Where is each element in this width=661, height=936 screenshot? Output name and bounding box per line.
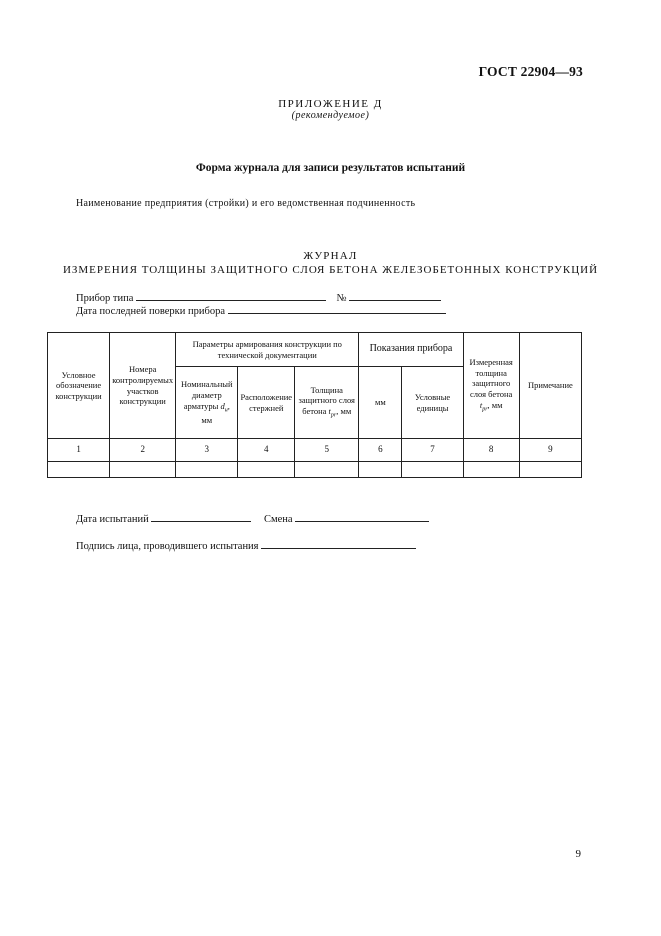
- device-type-field[interactable]: [136, 289, 326, 301]
- col-number: 6: [359, 439, 402, 462]
- col-header-diameter: [176, 367, 238, 439]
- device-number-label: №: [336, 293, 347, 304]
- col-header-measured: [463, 333, 519, 439]
- column-numbers-row: [48, 439, 582, 462]
- empty-cell[interactable]: [176, 462, 238, 478]
- table-row: [48, 462, 582, 478]
- empty-cell[interactable]: [359, 462, 402, 478]
- empty-cell[interactable]: [110, 462, 176, 478]
- test-date-field[interactable]: [151, 510, 251, 522]
- col-header-thickness: [295, 367, 359, 439]
- col-header-thickness-unit: , мм: [336, 406, 352, 417]
- empty-cell[interactable]: [295, 462, 359, 478]
- results-table: [47, 332, 582, 478]
- journal-title: ЖУРНАЛ: [303, 250, 358, 262]
- empty-cell[interactable]: [48, 462, 110, 478]
- col-header-designation: Условное обозначение конструкции: [48, 333, 110, 439]
- col-header-measured-text: Измеренная толщина защитного слоя бетона: [469, 357, 513, 400]
- col-header-note: Примечание: [519, 333, 581, 439]
- col-header-thickness-sub: pr: [330, 412, 337, 419]
- col-header-diameter-text: Номинальный диаметр арматуры: [181, 379, 233, 411]
- col-number: 7: [402, 439, 463, 462]
- col-header-measured-unit: , мм: [487, 399, 503, 410]
- col-number: 1: [48, 439, 110, 462]
- organization-line: Наименование предприятия (стройки) и его ведомственная подчиненность: [76, 198, 416, 209]
- col-header-mm: мм: [359, 367, 402, 439]
- page-number: 9: [575, 848, 581, 860]
- col-number: 9: [519, 439, 581, 462]
- empty-cell[interactable]: [519, 462, 581, 478]
- col-number: 2: [110, 439, 176, 462]
- appendix-note: (рекомендуемое): [291, 110, 370, 121]
- shift-label: Смена: [264, 514, 293, 525]
- empty-cell[interactable]: [463, 462, 519, 478]
- signature-label: Подпись лица, проводившего испытания: [76, 541, 259, 552]
- test-date-label: Дата испытаний: [76, 514, 149, 525]
- col-header-thickness-var: t: [328, 406, 331, 417]
- col-number: 4: [238, 439, 295, 462]
- empty-cell[interactable]: [238, 462, 295, 478]
- last-check-label: Дата последней поверки прибора: [76, 306, 225, 317]
- appendix-title: ПРИЛОЖЕНИЕ Д: [278, 98, 383, 110]
- signature-row: [76, 537, 416, 552]
- col-number: 3: [176, 439, 238, 462]
- last-check-row: [76, 302, 446, 317]
- journal-subtitle: ИЗМЕРЕНИЯ ТОЛЩИНЫ ЗАЩИТНОГО СЛОЯ БЕТОНА ЖЕЛЕЗОБЕТОННЫХ КОНСТРУКЦИЙ: [62, 264, 599, 276]
- signature-field[interactable]: [261, 537, 416, 549]
- col-header-measured-var: t: [479, 399, 483, 410]
- col-header-sections: Номера контролируемых участков конструкции: [110, 333, 176, 439]
- col-header-units: Условные единицы: [402, 367, 463, 439]
- col-number: 8: [463, 439, 519, 462]
- col-header-placement: Расположение стержней: [238, 367, 295, 439]
- col-header-diameter-unit: , мм: [201, 400, 230, 425]
- device-type-label: Прибор типа: [76, 293, 134, 304]
- col-header-measured-sub: pr: [482, 406, 488, 413]
- group-header-readings: Показания прибора: [359, 333, 463, 367]
- col-header-thickness-text: Толщина защитного слоя бетона: [298, 384, 355, 417]
- form-title: Форма журнала для записи результатов испытаний: [195, 162, 466, 174]
- empty-cell[interactable]: [402, 462, 463, 478]
- standard-code: ГОСТ 22904—93: [478, 64, 583, 79]
- col-number: 5: [295, 439, 359, 462]
- test-date-row: [76, 510, 429, 525]
- col-header-diameter-var: d: [220, 400, 225, 411]
- last-check-field[interactable]: [228, 302, 446, 314]
- col-header-diameter-sub: н: [224, 407, 228, 414]
- shift-field[interactable]: [295, 510, 429, 522]
- device-number-field[interactable]: [349, 289, 441, 301]
- group-header-reinforcement: Параметры армирования конструкции по технической документации: [176, 333, 359, 367]
